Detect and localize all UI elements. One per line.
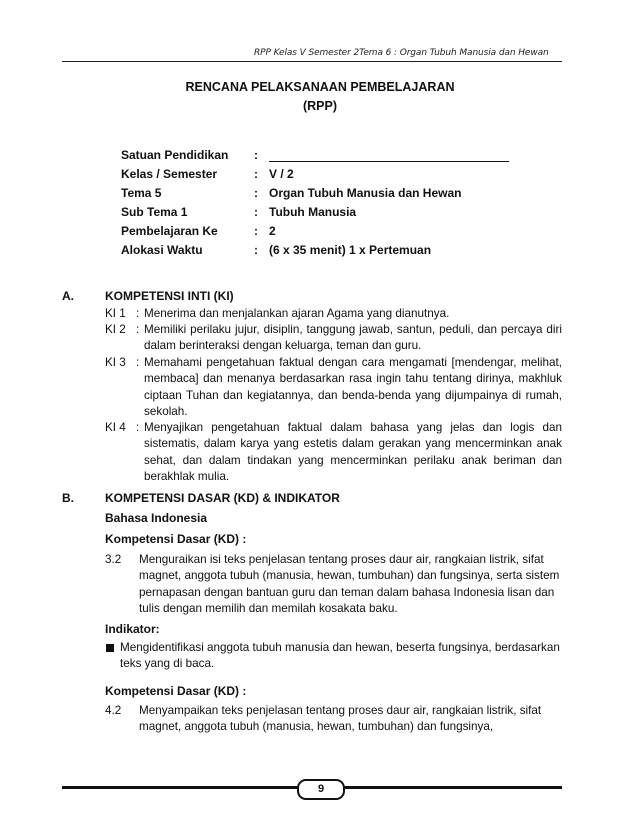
ki-colon: : <box>136 356 140 369</box>
document-subtitle: (RPP) <box>302 99 338 113</box>
identity-colon: : <box>254 148 258 162</box>
ki-item <box>105 306 562 322</box>
ki-text: Menerima dan menjalankan ajaran Agama yang dianutnya. <box>144 307 450 320</box>
document-title: RENCANA PELAKSANAAN PEMBELAJARAN <box>185 80 455 94</box>
kd-number: 3.2 <box>105 553 122 566</box>
ki-code: KI 2 <box>105 323 126 336</box>
ki-item <box>105 420 562 485</box>
identity-value: V / 2 <box>269 167 294 181</box>
ki-colon: : <box>136 307 140 320</box>
section-a-title: KOMPETENSI INTI (KI) <box>105 289 234 303</box>
identity-colon: : <box>254 186 258 200</box>
ki-item <box>105 355 562 420</box>
section-b-title: KOMPETENSI DASAR (KD) & INDIKATOR <box>105 491 340 505</box>
kd-text: Menguraikan isi teks penjelasan tentang proses daur air, rangkaian listrik, sifat magnet, anggota tubuh (manusia, hewan, tumbuhan) dan fungsinya, serta sistem pernapasan dengan bantuan guru dan teman dalam bahasa Indonesia lisan dan tulis dengan memilih dan memilah kosakata baku. <box>139 553 560 615</box>
identity-label: Pembelajaran Ke <box>121 224 218 238</box>
ki-item <box>105 322 562 355</box>
kd-heading: Kompetensi Dasar (KD) : <box>105 532 247 546</box>
kd-item <box>105 703 562 736</box>
indikator-text: Mengidentifikasi anggota tubuh manusia dan hewan, beserta fungsinya, berdasarkan teks yang di baca. <box>120 641 560 671</box>
ki-text: Memahami pengetahuan faktual dengan cara mengamati [mendengar, melihat, membaca] dan menanya berdasarkan rasa ingin tahu tentang dirinya, makhluk ciptaan Tuhan dan kegiatannya, dan benda-benda yang dijumpainya di rumah, sekolah. <box>144 356 562 418</box>
kd-heading: Kompetensi Dasar (KD) : <box>105 684 247 698</box>
header-rule <box>62 61 562 62</box>
identity-colon: : <box>254 243 258 257</box>
identity-value: Tubuh Manusia <box>269 205 357 219</box>
ki-colon: : <box>136 421 140 434</box>
kd-number: 4.2 <box>105 704 122 717</box>
identity-colon: : <box>254 224 258 238</box>
subject-heading: Bahasa Indonesia <box>105 511 208 525</box>
ki-code: KI 3 <box>105 356 126 369</box>
square-bullet-icon <box>106 644 114 652</box>
identity-label: Sub Tema 1 <box>121 205 188 219</box>
identity-label: Satuan Pendidikan <box>121 148 229 162</box>
section-a-mark: A. <box>62 289 74 303</box>
identity-value: Organ Tubuh Manusia dan Hewan <box>269 186 462 200</box>
identity-label: Alokasi Waktu <box>121 243 203 257</box>
footer-rule-right <box>340 786 562 789</box>
identity-label: Kelas / Semester <box>121 167 218 181</box>
identity-value: 2 <box>269 224 276 238</box>
blank-fill-line <box>269 161 509 162</box>
ki-text: Menyajikan pengetahuan faktual dalam bahasa yang jelas dan logis dan sistematis, dalam karya yang estetis dalam gerakan yang mencerminkan anak sehat, dan dalam tindakan yang mencerminkan perilaku anak beriman dan berakhlak mulia. <box>144 421 562 483</box>
section-b-mark: B. <box>62 491 74 505</box>
identity-colon: : <box>254 167 258 181</box>
indikator-heading: Indikator: <box>105 622 160 636</box>
identity-value: (6 x 35 menit) 1 x Pertemuan <box>269 243 432 257</box>
ki-colon: : <box>136 323 140 336</box>
page-number: 9 <box>297 779 345 800</box>
ki-code: KI 1 <box>105 307 126 320</box>
running-header: RPP Kelas V Semester 2Tema 6 : Organ Tubuh Manusia dan Hewan <box>254 48 549 58</box>
footer-rule-left <box>62 786 298 789</box>
identity-colon: : <box>254 205 258 219</box>
kd-item <box>105 552 562 617</box>
kd-text: Menyampaikan teks penjelasan tentang proses daur air, rangkaian listrik, sifat magnet, anggota tubuh (manusia, hewan, tumbuhan) dan fungsinya, <box>139 704 542 734</box>
ki-code: KI 4 <box>105 421 126 434</box>
ki-text: Memiliki perilaku jujur, disiplin, tanggung jawab, santun, peduli, dan percaya diri dalam berinteraksi dengan keluarga, teman dan guru. <box>144 323 562 353</box>
identity-label: Tema 5 <box>121 186 162 200</box>
indikator-item <box>105 640 562 673</box>
